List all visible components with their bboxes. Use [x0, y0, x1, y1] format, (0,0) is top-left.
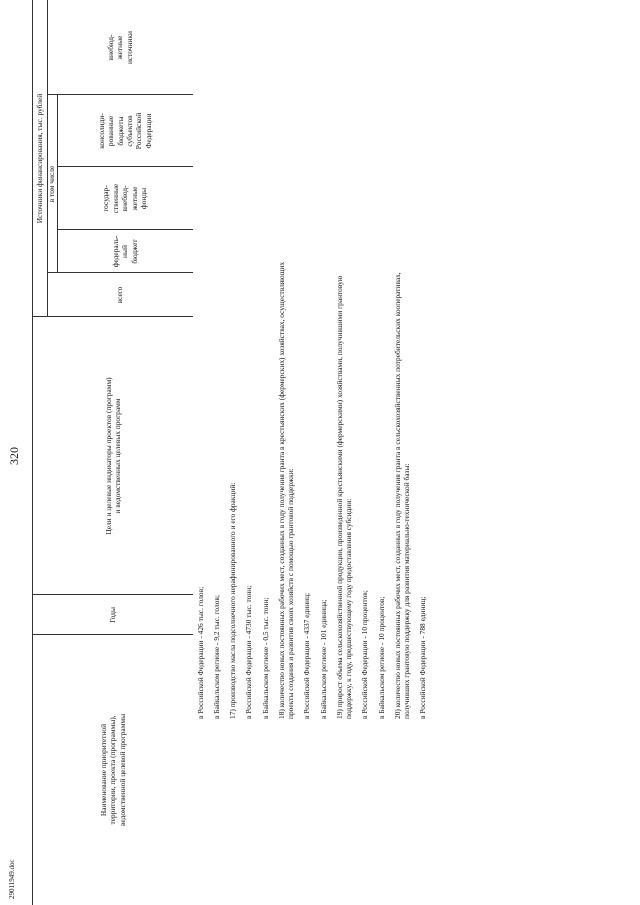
header-state-funds-column: государ- ственные внебюд- жетные фонды: [101, 183, 149, 214]
goal-item: 18) количество новых постоянных рабочих мест, созданных в году получения гранта в крестьянских (фермерских) хозяйствах, осуществляющих проекты создания и развития своих хозяйств с помощью грантовой поддержки:: [276, 261, 296, 719]
page-number: 320: [7, 447, 21, 465]
goal-item: 17) производство масла подсолнечного нерафинированного и его фракций:: [228, 482, 238, 719]
goal-item: 20) количество новых постоянных рабочих мест, созданных в году получения гранта в сельскохозяйственных потребительских кооперативах, получивших грантовую поддержку для развития материально-технической базы:: [392, 272, 412, 719]
header-name-column: Наименование приоритетной территории, проекта (программы), ведомственной целевой программы: [98, 713, 127, 827]
table-header: [32, 0, 193, 905]
goals-list: [196, 259, 435, 719]
file-label: 29011949.doc: [8, 859, 16, 899]
goal-item: в Байкальском регионе - 9,2 тыс. голов;: [212, 595, 222, 719]
header-regional-column: консолиди- рованные бюджеты субъектов Российской Федерации: [96, 112, 153, 150]
goal-item: в Российской Федерации - 10 процентов;: [360, 590, 370, 719]
goal-item: 19) прирост объема сельскохозяйственной продукции, произведенной крестьянскими (фермерскими) хозяйствами, получившими грантовую поддержку, к году, предшествующему году предоставления субсидии:: [334, 275, 354, 719]
header-sources-column: Источники финансирования, тыс. рублей: [35, 93, 45, 224]
header-goals-column: Цели и целевые индикаторы проектов (программ) и ведомственных целевых программ: [103, 377, 122, 535]
header-total-column: всего: [115, 286, 125, 304]
goal-item: в Российской Федерации - 4337 единиц;: [302, 592, 312, 719]
goal-item: в Байкальском регионе - 101 единица;: [318, 599, 328, 719]
goal-item: в Российской Федерации - 788 единиц;: [418, 596, 428, 719]
goal-item: в Российской Федерации - 4730 тыс. тонн;: [244, 585, 254, 719]
goal-item: в Байкальском регионе - 0,5 тыс. тонн;: [260, 597, 270, 719]
goal-item: в Российской Федерации - 426 тыс. голов;: [196, 586, 205, 719]
header-federal-column: федераль- ный бюджет: [110, 235, 139, 268]
header-years-column: Годы: [108, 607, 118, 623]
header-including: в том числе: [47, 165, 57, 203]
goal-item: в Байкальском регионе - 10 процентов;: [376, 596, 386, 719]
header-extrabudget-column: внебюд- жетные источники: [105, 30, 134, 65]
